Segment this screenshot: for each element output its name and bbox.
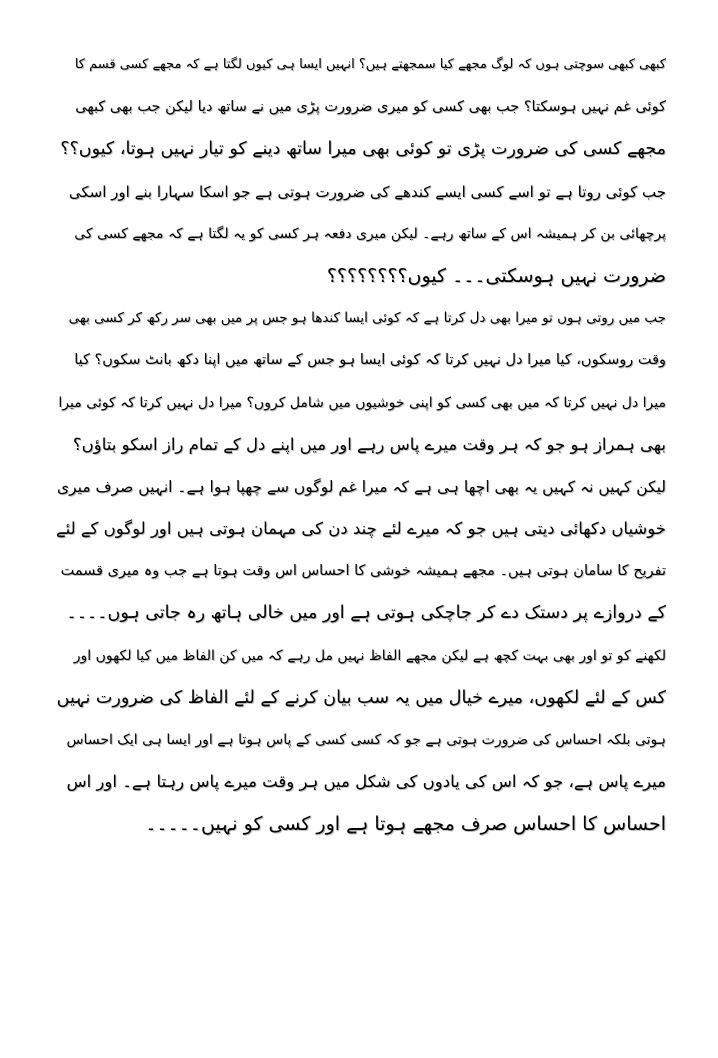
- text-line: بھی ہمراز ہو جو کہ ہر وقت میرے پاس رہے اور میں اپنے دل کے تمام راز اسکو بتاؤں؟: [72, 434, 666, 454]
- text-line: جب کوئی روتا ہے تو اسے کسی ایسے کندھے کی ضرورت ہوتی ہے جو اسکا سہارا بنے اور اسکی: [68, 182, 666, 201]
- paragraph-4: [56, 466, 666, 635]
- text-line: کبھی کبھی سوچتی ہوں کہ لوگ مجھے کیا سمجھتے ہیں؟ انہیں ایسا ہی کیوں لگتا ہے کہ مجھے کسی قسم کا: [74, 57, 666, 72]
- urdu-text-body: [56, 44, 666, 846]
- text-line: میرے پاس ہے، جو کہ اس کی یادوں کی شکل میں ہر وقت میرے پاس رہتا ہے۔ اور اس: [66, 772, 666, 792]
- text-line: کے دروازے پر دستک دے کر جاچکی ہوتی ہے اور میں خالی ہاتھ رہ جاتی ہوں۔۔۔۔: [66, 603, 666, 624]
- text-line: کس کے لئے لکھوں، میرے خیال میں یہ سب بیان کرنے کے لئے الفاظ کی ضرورت نہیں: [56, 687, 666, 708]
- text-line: لیکن کہیں نہ کہیں یہ بھی اچھا ہی ہے کہ میرا غم لوگوں سے چھپا ہوا ہے۔ انہیں صرف میری: [56, 477, 666, 496]
- text-line: جب میں روتی ہوں تو میرا بھی دل کرتا ہے کہ کوئی ایسا کندھا ہو جس پر میں بھی سر رکھ کر کسی بھی: [68, 310, 666, 327]
- paragraph-3: [56, 297, 666, 466]
- paragraph-2: [56, 171, 666, 298]
- text-line: وقت روسکوں، کیا میرا دل نہیں کرتا کہ کوئی ایسا ہو جس کے ساتھ میں اپنا دکھ بانٹ سکوں؟ کیا: [74, 352, 666, 369]
- paragraph-1: [56, 44, 666, 171]
- text-line: خوشیاں دکھائی دیتی ہیں جو کہ میرے لئے چند دن کی مہمان ہوتی ہیں اور لوگوں کے لئے: [56, 519, 666, 539]
- text-line: احساس کا احساس صرف مجھے ہوتا ہے اور کسی کو نہیں۔۔۔۔۔: [145, 813, 666, 836]
- text-line: مجھے کسی کی ضرورت پڑی تو کوئی بھی میرا ساتھ دینے کو تیار نہیں ہوتا، کیوں؟؟: [60, 139, 666, 160]
- text-line: میرا دل نہیں کرتا کہ میں بھی کسی کو اپنی خوشیوں میں شامل کروں؟ میرا دل نہیں کرتا کہ کوئی میرا: [58, 394, 666, 411]
- text-line: لکھنے کو تو اور بھی بہت کچھ ہے لیکن مجھے الفاظ نہیں مل رہے کہ میں کن الفاظ میں کیا لکھوں اور: [73, 647, 666, 664]
- text-line: ہوتی بلکہ احساس کی ضرورت ہوتی ہے جو کہ کسی کسی کے پاس ہوتا ہے اور ایسا ہی ایک احساس: [66, 732, 666, 748]
- text-line: پرچھائی بن کر ہمیشہ اس کے ساتھ رہے۔ لیکن میری دفعہ ہر کسی کو یہ لگتا ہے کہ مجھے کسی کی: [74, 225, 666, 242]
- text-line: تفریح کا سامان ہوتی ہیں۔ مجھے ہمیشہ خوشی کا احساس اس وقت ہوتا ہے جب وہ میری قسمت: [60, 563, 666, 580]
- text-line: ضرورت نہیں ہوسکتی۔۔۔ کیوں؟؟؟؟؟؟؟؟: [326, 264, 666, 287]
- text-line: کوئی غم نہیں ہوسکتا؟ جب بھی کسی کو میری ضرورت پڑی میں نے ساتھ دیا لیکن جب بھی کبھی: [75, 99, 666, 116]
- paragraph-5: [56, 635, 666, 846]
